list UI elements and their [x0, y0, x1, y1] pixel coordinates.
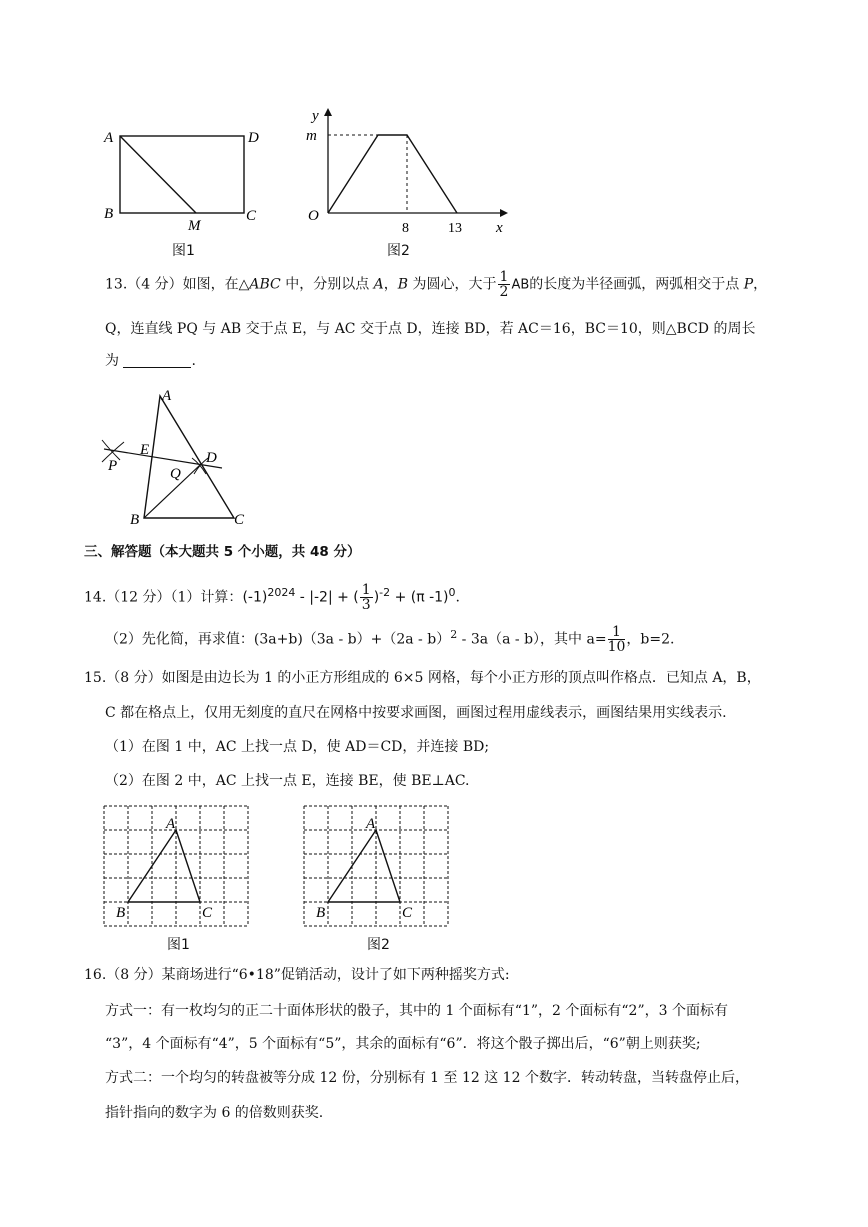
answer-blank[interactable] — [123, 353, 191, 368]
label-e: E — [140, 442, 150, 458]
axis-label-y: y — [312, 108, 319, 124]
grid2-caption: 图2 — [367, 937, 390, 953]
q13-text: ， — [753, 276, 768, 293]
label-q: Q — [170, 466, 181, 482]
label-c: C — [246, 208, 257, 224]
fraction-denominator: 3 — [361, 597, 371, 614]
q15-line1: 15.（8 分）如图是由边长为 1 的小正方形组成的 6×5 网格，每个小正方形的顶点叫作格点．已知点 A，B， — [84, 670, 761, 686]
q16-line3: “3”，4 个面标有“4”，5 个面标有“5”，其余的面标有“6”．将这个骰子掷出后，“6”朝上则获奖; — [105, 1036, 701, 1052]
q13-text: . — [191, 353, 196, 369]
q13-line3 — [105, 351, 196, 371]
q13-text: P — [743, 276, 754, 293]
q14-exponent: -2 — [379, 586, 391, 599]
q14-text: - 3a（a - b），其中 a= — [457, 631, 607, 648]
q13-text: 的长度为半径画弧，两弧相交于点 — [529, 276, 744, 293]
fraction-numerator: 1 — [499, 269, 509, 285]
q13-text: 13.（4 分）如图，在△ — [105, 276, 250, 293]
fraction-one-tenth — [608, 625, 626, 654]
q16-line5: 指针指向的数字为 6 的倍数则获奖. — [105, 1105, 324, 1121]
label-p: P — [108, 458, 118, 474]
grid-figure-2[interactable] — [296, 800, 466, 930]
fraction-numerator: 1 — [361, 582, 371, 599]
fraction-denominator: 2 — [499, 284, 509, 300]
label-c: C — [234, 512, 245, 528]
label-a: A — [166, 816, 176, 832]
q13-text: ABC — [249, 276, 281, 293]
q13-line2: Q，连直线 PQ 与 AB 交于点 E，与 AC 交于点 D，连接 BD，若 AC＝16，BC＝10，则△BCD 的周长 — [105, 321, 756, 337]
label-origin: O — [308, 208, 319, 224]
q13-text: 中，分别以点 — [280, 276, 374, 293]
figure1-caption: 图1 — [172, 243, 195, 259]
figure-rectangle-abcd — [96, 118, 276, 238]
fraction-one-third — [360, 583, 373, 612]
section-heading: 三、解答题（本大题共 5 个小题，共 48 分） — [84, 544, 361, 560]
fraction-one-half — [498, 270, 511, 299]
label-a: A — [104, 130, 114, 146]
label-m-value: m — [306, 128, 317, 144]
label-c: C — [202, 905, 213, 921]
q14-exponent: 2024 — [267, 586, 296, 599]
label-b: B — [130, 512, 140, 528]
tick-8: 8 — [402, 221, 409, 236]
q13-text: B — [397, 276, 409, 293]
q14-text: 14.（12 分）（1）计算： — [84, 589, 243, 606]
q13-text: ， — [383, 276, 398, 293]
q14-exponent: 2 — [450, 628, 458, 641]
q16-line4: 方式二：一个均匀的转盘被等分成 12 份，分别标有 1 至 12 这 12 个数字．转动转盘，当转盘停止后， — [105, 1070, 749, 1086]
label-a: A — [162, 388, 172, 404]
label-a: A — [366, 816, 376, 832]
q13-text: 为 — [105, 353, 124, 369]
q16-line1: 16.（8 分）某商场进行“6•18”促销活动，设计了如下两种摇奖方式: — [84, 967, 510, 983]
q15-sub1: （1）在图 1 中，AC 上找一点 D，使 AD＝CD，并连接 BD; — [105, 739, 490, 755]
q14-math: - |-2| + ( — [295, 589, 359, 606]
label-c: C — [402, 905, 413, 921]
label-d: D — [248, 130, 259, 146]
label-b: B — [104, 206, 114, 222]
q13-text: 为圆心，大于 — [408, 276, 497, 293]
q14-exponent: 0 — [448, 586, 456, 599]
label-b: B — [116, 905, 126, 921]
figure-triangle-abc — [96, 382, 266, 532]
q14-text: （2）先化简，再求值：(3a+b)（3a - b）+（2a - b） — [105, 631, 451, 648]
q13-text: A — [373, 276, 384, 293]
figure2-caption: 图2 — [387, 243, 410, 259]
q14-part2 — [105, 625, 674, 654]
label-b: B — [316, 905, 326, 921]
label-m: M — [188, 218, 201, 234]
q14-math: (-1) — [242, 589, 268, 606]
q15-sub2: （2）在图 2 中，AC 上找一点 E，连接 BE，使 BE⊥AC. — [105, 773, 470, 789]
q14-text: . — [455, 589, 460, 606]
q13-text: AB — [511, 277, 530, 293]
q15-line2: C 都在格点上，仅用无刻度的直尺在网格中按要求画图，画图过程用虚线表示，画图结果用实线表示. — [105, 705, 727, 721]
grid-figure-1[interactable] — [96, 800, 266, 930]
q14-math: + (π -1) — [390, 589, 449, 606]
figure-function-graph — [300, 102, 520, 242]
label-d: D — [206, 450, 217, 466]
axis-label-x: x — [496, 220, 503, 236]
tick-13: 13 — [448, 221, 462, 236]
q14-text: ，b=2. — [626, 631, 675, 648]
grid1-caption: 图1 — [167, 937, 190, 953]
fraction-denominator: 10 — [607, 639, 626, 656]
q14-math: ) — [373, 589, 380, 606]
q14-part1 — [84, 583, 460, 612]
q13-line1 — [105, 270, 767, 299]
q16-line2: 方式一：有一枚均匀的正二十面体形状的骰子，其中的 1 个面标有“1”，2 个面标有“2”，3 个面标有 — [105, 1003, 728, 1019]
fraction-numerator: 1 — [608, 625, 626, 640]
